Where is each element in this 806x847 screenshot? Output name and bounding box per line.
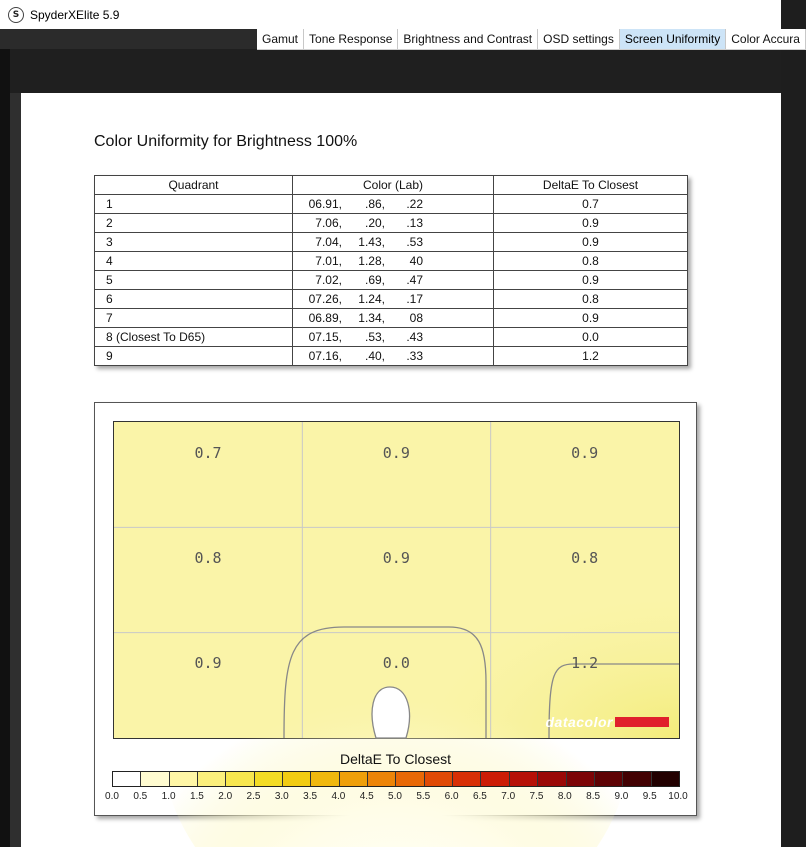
lab-component: 07.15,: [308, 330, 342, 344]
quadrant-value-label: 0.8: [571, 549, 599, 567]
scale-tick-label: 6.5: [472, 791, 487, 802]
scale-swatch: [453, 772, 481, 786]
cell-quadrant: 5: [95, 271, 293, 290]
scale-swatch: [652, 772, 679, 786]
quadrant-value-label: 0.9: [571, 443, 599, 462]
scale-tick-label: 4.0: [331, 791, 346, 802]
scale-tick-label: 5.5: [416, 791, 431, 802]
scale-swatch: [567, 772, 595, 786]
scale-swatch: [311, 772, 339, 786]
app-logo-icon: S: [8, 7, 24, 23]
scale-swatch: [283, 772, 311, 786]
scale-tick-label: 2.5: [246, 791, 261, 802]
cell-quadrant: 6: [95, 290, 293, 309]
scale-tick-label: 9.0: [614, 791, 629, 802]
cell-quadrant: 9: [95, 347, 293, 366]
legend-title: DeltaE To Closest: [339, 751, 451, 767]
datacolor-logo: datacolor: [545, 714, 669, 730]
left-border: [0, 49, 10, 847]
lab-component: .47: [406, 273, 423, 287]
lab-component: 7.04,: [315, 235, 342, 249]
column-header-color-lab: Color (Lab): [293, 176, 494, 195]
lab-component: .33: [406, 349, 423, 363]
scale-tick-label: 1.0: [161, 791, 176, 802]
lab-component: 08: [409, 311, 423, 325]
scale-tick-label: 8.5: [586, 791, 601, 802]
cell-deltae: 0.9: [494, 271, 688, 290]
toolbar-area: [10, 49, 781, 93]
scale-swatch: [226, 772, 254, 786]
scale-tick-label: 9.5: [642, 791, 657, 802]
contour-center: [372, 687, 409, 738]
heatmap-svg: [114, 422, 679, 738]
lab-component: .43: [406, 330, 423, 344]
cell-color-lab: [293, 195, 494, 214]
table-row: [95, 347, 688, 366]
scale-swatch: [141, 772, 169, 786]
table-row: [95, 195, 688, 214]
cell-color-lab: [293, 271, 494, 290]
scale-tick-label: 0.5: [133, 791, 148, 802]
tab-color-accuracy[interactable]: Color Accura: [726, 29, 806, 49]
scale-tick-label: 7.0: [501, 791, 516, 802]
lab-component: 1.24,: [358, 292, 385, 306]
quadrant-value-label: 0.0: [382, 654, 410, 673]
lab-component: .53: [406, 235, 423, 249]
scale-tick-label: 6.0: [444, 791, 459, 802]
cell-color-lab: [293, 214, 494, 233]
scale-tick-label: 2.0: [218, 791, 233, 802]
uniformity-chart: [94, 402, 697, 816]
scale-swatch: [255, 772, 283, 786]
uniformity-heatmap: [113, 421, 680, 739]
quadrant-value-label: 0.7: [194, 443, 222, 462]
tab-osd-settings[interactable]: OSD settings: [538, 29, 620, 49]
lab-component: .13: [406, 216, 423, 230]
tab-screen-uniformity[interactable]: Screen Uniformity: [620, 29, 726, 49]
lab-component: .40,: [364, 349, 385, 363]
column-header-deltae: DeltaE To Closest: [494, 176, 688, 195]
tab-tone-response[interactable]: Tone Response: [304, 29, 398, 49]
scale-swatch: [425, 772, 453, 786]
table-row: [95, 271, 688, 290]
table-row: [95, 290, 688, 309]
color-scale: [112, 771, 680, 787]
cell-deltae: 0.9: [494, 214, 688, 233]
scale-swatch: [368, 772, 396, 786]
lab-component: .86,: [364, 197, 385, 211]
scale-tick-label: 0.0: [105, 791, 119, 802]
scale-swatch: [113, 772, 141, 786]
table-row: [95, 233, 688, 252]
scale-swatch: [595, 772, 623, 786]
scale-tick-label: 7.5: [529, 791, 544, 802]
brand-stripe: [615, 717, 669, 727]
left-gutter: [10, 93, 21, 847]
table-row: [95, 309, 688, 328]
scale-swatch: [170, 772, 198, 786]
cell-quadrant: 1: [95, 195, 293, 214]
scale-tick-label: 1.5: [189, 791, 204, 802]
cell-color-lab: [293, 328, 494, 347]
lab-component: 07.16,: [308, 349, 342, 363]
scale-swatch: [623, 772, 651, 786]
cell-deltae: 0.0: [494, 328, 688, 347]
quadrant-value-label: 0.9: [194, 654, 222, 673]
quadrant-value-label: 0.9: [382, 549, 410, 567]
cell-color-lab: [293, 233, 494, 252]
lab-component: 1.34,: [358, 311, 385, 325]
scale-swatch: [510, 772, 538, 786]
window-title: SpyderXElite 5.9: [30, 7, 120, 22]
cell-color-lab: [293, 290, 494, 309]
report-panel: [21, 93, 781, 847]
lab-component: 7.02,: [315, 273, 342, 287]
uniformity-table: [94, 175, 688, 366]
column-header-quadrant: Quadrant: [95, 176, 293, 195]
scale-tick-label: 5.0: [388, 791, 402, 802]
scale-swatch: [538, 772, 566, 786]
lab-component: .22: [406, 197, 423, 211]
scale-ticks: [95, 791, 696, 805]
table-row: [95, 252, 688, 271]
lab-component: 7.01,: [315, 254, 342, 268]
lab-component: 06.89,: [308, 311, 342, 325]
lab-component: .69,: [364, 273, 385, 287]
tab-gamut[interactable]: Gamut: [257, 29, 304, 49]
cell-deltae: 0.7: [494, 195, 688, 214]
lab-component: 06.91,: [308, 197, 342, 211]
tab-strip: [257, 29, 806, 50]
cell-quadrant: 8 (Closest To D65): [95, 328, 293, 347]
lab-component: .17: [406, 292, 423, 306]
cell-color-lab: [293, 252, 494, 271]
scale-tick-label: 3.0: [274, 791, 289, 802]
cell-quadrant: 4: [95, 252, 293, 271]
cell-deltae: 0.9: [494, 233, 688, 252]
scale-swatch: [340, 772, 368, 786]
lab-component: .53,: [364, 330, 385, 344]
table-header-row: [95, 176, 688, 195]
lab-component: 1.43,: [358, 235, 385, 249]
quadrant-value-label: 0.8: [194, 549, 222, 567]
cell-deltae: 1.2: [494, 347, 688, 366]
cell-color-lab: [293, 309, 494, 328]
lab-component: 7.06,: [315, 216, 342, 230]
scale-tick-label: 4.5: [359, 791, 374, 802]
scale-swatch: [396, 772, 424, 786]
cell-color-lab: [293, 347, 494, 366]
cell-deltae: 0.9: [494, 309, 688, 328]
quadrant-value-label: 0.9: [382, 443, 410, 462]
cell-deltae: 0.8: [494, 252, 688, 271]
cell-quadrant: 7: [95, 309, 293, 328]
lab-component: .20,: [364, 216, 385, 230]
lab-component: 40: [409, 254, 423, 268]
lab-component: 07.26,: [308, 292, 342, 306]
title-bar: [0, 0, 781, 29]
lab-component: 1.28,: [358, 254, 385, 268]
tab-brightness-contrast[interactable]: Brightness and Contrast: [398, 29, 538, 49]
scale-swatch: [481, 772, 509, 786]
quadrant-value-label: 1.2: [571, 654, 599, 673]
cell-deltae: 0.8: [494, 290, 688, 309]
scale-tick-label: 3.5: [303, 791, 318, 802]
cell-quadrant: 2: [95, 214, 293, 233]
cell-quadrant: 3: [95, 233, 293, 252]
table-row: [95, 328, 688, 347]
table-row: [95, 214, 688, 233]
scale-tick-label: 8.0: [557, 791, 572, 802]
report-heading: Color Uniformity for Brightness 100%: [94, 133, 358, 150]
scale-tick-label: 10.0: [668, 791, 688, 802]
scale-swatch: [198, 772, 226, 786]
